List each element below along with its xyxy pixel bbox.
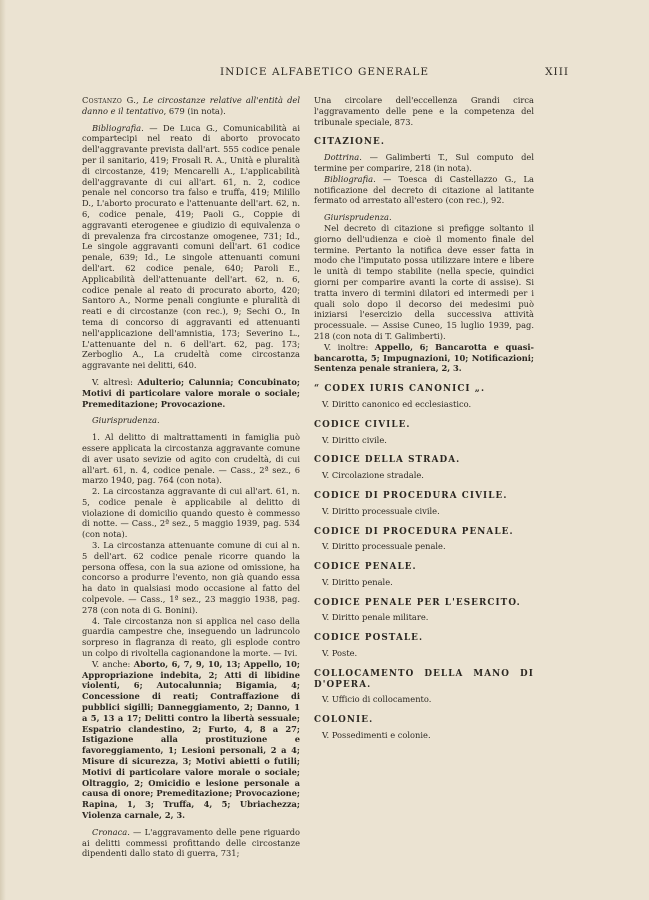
see-also-paragraph (82, 377, 300, 409)
right-column (314, 95, 534, 741)
entry-list (314, 384, 534, 741)
entry-heading: CODICE DELLA STRADA. (314, 455, 461, 466)
author-name: Costanzo G. (82, 95, 137, 105)
page-ref: , 679 (in nota). (163, 105, 226, 116)
cronaca-paragraph (82, 827, 300, 859)
bibliografia-text-right: — Toesca di Castellazzo G., La notificazione del decreto di citazione al latitante fermato od arrestato all'estero (con rec.), 92. (314, 173, 534, 206)
dottrina-text: — Galimberti T., Sul computo del termine per comparire, 218 (in nota). (314, 152, 534, 173)
v-anche-paragraph (82, 659, 300, 821)
entry-see: V. Diritto processuale civile. (322, 505, 440, 516)
v-anche-text: Aborto, 6, 7, 9, 10, 13; Appello, 10; Appropriazione indebita, 2; Atti di libidine violenti, 6; Autocalunnia; Bigamia, 4; Concessione di reati; Contraffazione di pubblici sigilli; Danneggiamento, 2; Danno, 1 a 5, 13 a 17; Delitti contro la libertà sessuale; Espatrio clandestino, 2; Furto, 4, 8 a 27; Istigazione alla prostituzione e favoreggiamento, 1; Lesioni personali, 2 a 4; Misure di sicurezza, 3; Motivi abietti o futili; Motivi di particolare valore morale o sociale; Oltraggio, 2; Omicidio e lesione personale a causa di onore; Premeditazione; Provocazione; Rapina, 1, 3; Truffa, 4, 5; Ubriachezza; Violenza carnale, 2, 3. (82, 658, 300, 820)
entry-heading: COLONIE. (314, 715, 374, 726)
dottrina-paragraph (314, 152, 534, 174)
citazione-case: Nel decreto di citazione si prefigge soltanto il giorno dell'udienza e cioè il momento finale del termine. Pertanto la notifica deve esser fatta in modo che l'imputato possa utilizzare intere e libere le unità di tempo stabilite (nella specie, quindici giorni per comparire avanti la corte di assise). Si tratta invero di termini dilatori ed intermedi per i quali solo dopo il decorso dei medesimi può iniziarsi l'esercizio della successiva attività processuale. — Assise Cuneo, 15 luglio 1939, pag. 218 (con nota di T. Galimberti). (314, 222, 534, 341)
cronaca-label: Cronaca. (92, 826, 130, 837)
entry-heading: CODICE PENALE. (314, 562, 417, 573)
dottrina-label: Dottrina. (324, 152, 362, 163)
page-number: XIII (545, 66, 569, 78)
giurisprudenza-label (82, 415, 300, 426)
costanzo-entry (82, 95, 300, 117)
cronaca-text: — L'aggravamento delle pene riguardo ai delitti commessi profittando delle circostanze dipendenti dallo stato di guerra, 731; (82, 826, 300, 859)
see-also-text: Adulterio; Calunnia; Concubinato; Motivi di particolare valore morale o sociale; Premeditazione; Provocazione. (82, 376, 300, 409)
see-also-label: V. altresì: (92, 376, 133, 387)
entry-heading: “ CODEX IURIS CANONICI „. (314, 384, 486, 395)
bibliografia-label: Bibliografia. (92, 122, 144, 133)
case-2: 2. La circostanza aggravante di cui all'art. 61, n. 5, codice penale è applicabile al delitto di violazione di domicilio quando questo è commesso di notte. — Cass., 2ª sez., 5 maggio 1939, pag. 534 (con nota). (82, 486, 300, 540)
bibliografia-label-right: Bibliografia. (324, 173, 376, 184)
entry-heading: CODICE DI PROCEDURA CIVILE. (314, 490, 508, 501)
bibliografia-paragraph (82, 123, 300, 371)
v-inoltre-paragraph (314, 342, 534, 374)
giurisprudenza-heading-right: Giurisprudenza. (324, 212, 392, 223)
entry-heading: CODICE PENALE PER L'ESERCITO. (314, 597, 521, 608)
case-1: 1. Al delitto di maltrattamenti in famiglia può essere applicata la circostanza aggravante comune di aver usato sevizie od agito con crudeltà, di cui all'art. 61, n. 4, codice penale. — Cass., 2ª sez., 6 marzo 1940, pag. 764 (con nota). (82, 432, 300, 486)
page-edge (0, 0, 6, 900)
entry-heading: COLLOCAMENTO DELLA MANO DI D'OPERA. (314, 668, 534, 690)
v-inoltre-text: Appello, 6; Bancarotta e quasi-bancarotta, 5; Impugnazioni, 10; Notificazioni; Sentenza penale straniera, 2, 3. (314, 341, 535, 374)
running-head-title: INDICE ALFABETICO GENERALE (220, 66, 429, 78)
entry-see: V. Diritto penale. (322, 576, 393, 587)
entry-heading: CODICE CIVILE. (314, 419, 411, 430)
work-title: , Le circostanze relative all'entità del danno e il tentativo (82, 95, 300, 116)
bibliografia-text: — De Luca G., Comunicabilità ai compartecipi nel reato di aborto provocato dell'aggravante prevista dall'art. 555 codice penale per il sanitario, 419; Frosali R. A., Unità e pluralità di circostanze, 419; Mencarelli A., L'applicabilità dell'aggravante di cui all'art. 61, n. 2, codice penale nel concorso tra falso e truffa, 419; Milillo D., L'aborto procurato e l'attenuante dell'art. 62, n. 6, codice penale, 419; Paoli G., Coppie di aggravanti eterogenee e giudizio di equivalenza o di prevalenza fra circostanze omogenee, 731; Id., Le singole aggravanti comuni dell'art. 61 codice penale, 639; Id., Le singole attenuanti comuni dell'art. 62 codice penale, 640; Paroli E., Applicabilità dell'attenuante dell'art. 62, n. 6, codice penale al reato di procurato aborto, 420; Santoro A., Norme penali congiunte e pluralità di reati e di circostanze (con rec.), 9; Sechi O., In tema di concorso di aggravanti ed attenuanti nell'applicazione dell'amnistia, 173; Severino L., L'attenuante del n. 6 dell'art. 62, pag. 173; Zerboglio A., La crudeltà come circostanza aggravante nei delitti, 640. (82, 122, 300, 371)
giurisprudenza-label-right (314, 212, 534, 223)
running-head (200, 66, 550, 78)
entry-heading: CODICE DI PROCEDURA PENALE. (314, 526, 514, 537)
entry-see: V. Diritto canonico ed ecclesiastico. (322, 398, 472, 409)
continuation-paragraph: Una circolare dell'eccellenza Grandi circa l'aggravamento delle pene e la competenza del tribunale speciale, 873. (314, 95, 534, 127)
v-inoltre-label: V. inoltre: (324, 341, 369, 352)
entry-see: V. Ufficio di collocamento. (322, 694, 432, 705)
v-anche-label: V. anche: (92, 658, 131, 669)
entry-see: V. Diritto processuale penale. (322, 541, 446, 552)
entry-heading: CODICE POSTALE. (314, 633, 424, 644)
left-column (82, 95, 300, 859)
entry-see: V. Diritto civile. (322, 434, 387, 445)
entry-see: V. Diritto penale militare. (322, 612, 429, 623)
giurisprudenza-heading: Giurisprudenza. (92, 415, 160, 426)
bibliografia-paragraph-right (314, 174, 534, 206)
entry-see: V. Possedimenti e colonie. (322, 730, 431, 741)
citazione-heading: CITAZIONE. (314, 137, 386, 148)
entry-see: V. Poste. (322, 648, 358, 659)
case-3: 3. La circostanza attenuante comune di cui al n. 5 dell'art. 62 codice penale ricorre quando la persona offesa, con la sua azione od omissione, ha concorso a produrre l'evento, non già quando essa ha dato in qualsiasi modo occasione al fatto del colpevole. — Cass., 1ª sez., 23 maggio 1938, pag. 278 (con nota di G. Bonini). (82, 540, 300, 615)
entry-see: V. Circolazione stradale. (322, 470, 424, 481)
case-4: 4. Tale circostanza non si applica nel caso della guardia campestre che, inseguendo un ladruncolo sorpreso in flagranza di reato, gli esplode contro un colpo di rivoltella cagionandone la morte. — Ivi. (82, 615, 300, 659)
